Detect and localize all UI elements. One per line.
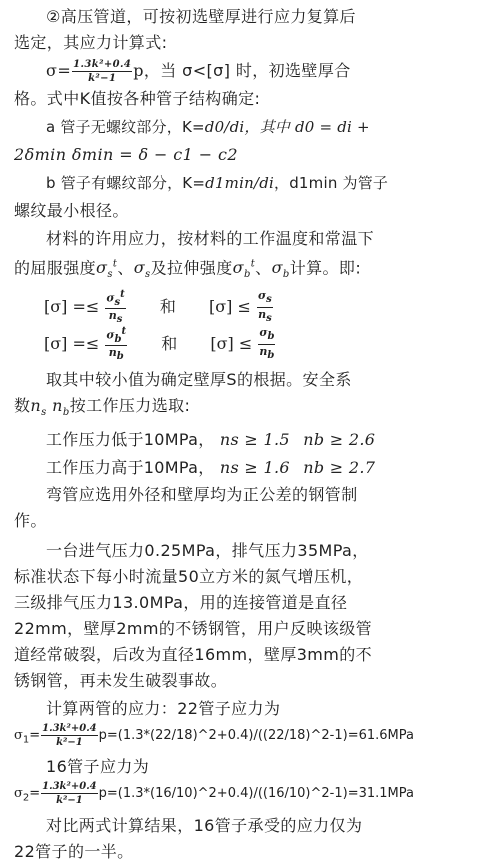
item-b-cont: 螺纹最小根径。: [14, 201, 129, 220]
conclusion-line1: 对比两式计算结果，16管子承受的应力仅为: [46, 815, 363, 835]
allowable-stress-formula-2: [σ] =≤ $\frac{\sigma_b^t}{n_b}$ 和 [σ] ≤ $\frac{\sigma_b}{n_b}$: [44, 325, 275, 363]
case-line2: 标准状态下每小时流量50立方米的氮气增压机，: [14, 566, 364, 586]
k-fraction-a: d0/di: [204, 118, 245, 136]
calc-sigma-1: $\sigma_1=$ $\frac{\text{1.3k²+0.4}}{\text{k²−1}}$ p=(1.3*(22/18)^2+0.4)/((22/18)^2-1)=61.6MPa: [14, 722, 414, 748]
conclusion-line2: 22管子的一半。: [14, 841, 134, 861]
item-a: a 管子无螺纹部分，K=d0/di，其中 d0 = di +: [46, 118, 370, 136]
safety-line1: 取其中较小值为确定壁厚S的根据。安全系: [46, 369, 352, 389]
item-a-cont: 2δmin δmin = δ − c1 − c2: [14, 145, 238, 164]
safety-line2: 数$n_s$ $n_b$按工作压力选取:: [14, 395, 191, 418]
case-line3: 三级排气压力13.0MPa，用的连接管道是直径: [14, 592, 348, 612]
allowable-stress-formula-1: [σ] =≤ $\frac{\sigma_s^t}{n_s}$ 和 [σ] ≤ $\frac{\sigma_s}{n_s}$: [44, 288, 272, 326]
case-line5: 道经常破裂，后改为直径16mm，壁厚3mm的不: [14, 644, 373, 664]
calc-mid: 16管子应力为: [46, 757, 150, 777]
pressure-row-high: 工作压力高于10MPa， ns ≥ 1.6 nb ≥ 2.7: [46, 457, 376, 477]
bend-line2: 作。: [14, 510, 47, 530]
para-high-pressure-cont: 选定，其应力计算式:: [14, 33, 168, 52]
calc-intro: 计算两管的应力：22管子应力为: [46, 698, 281, 718]
case-line4: 22mm，壁厚2mm的不锈钢管，用户反映该级管: [14, 618, 373, 638]
para-high-pressure: ②高压管道，可按初选壁厚进行应力复算后: [46, 7, 356, 26]
material-line1: 材料的许用应力，按材料的工作温度和常温下: [46, 229, 375, 248]
bend-line1: 弯管应选用外径和壁厚均为正公差的钢管制: [46, 484, 358, 504]
calc-sigma-2: $\sigma_2=$ $\frac{\text{1.3k²+0.4}}{\text{k²−1}}$ p=(1.3*(16/10)^2+0.4)/((16/10)^2-1)=31.1MPa: [14, 781, 414, 807]
stress-fraction: $\frac{\text{1.3k²+0.4}}{\text{k²−1}}$: [73, 59, 132, 84]
item-b: b 管子有螺纹部分，K=d1min/di，d1min 为管子: [46, 174, 389, 192]
material-line2: 的屈服强度$\sigma_s^t$、$\sigma_s$及拉伸强度$\sigma_b^t$、$\sigma_b$计算。即:: [14, 258, 362, 281]
formula-note: 格。式中K值按各种管子结构确定:: [14, 89, 261, 108]
stress-formula-line: σ= $\frac{\text{1.3k²+0.4}}{\text{k²−1}}$ p，当 σ<[σ] 时，初选壁厚合: [46, 59, 351, 84]
k-fraction-b: d1min/di: [205, 174, 274, 192]
case-line1: 一台进气压力0.25MPa，排气压力35MPa，: [46, 540, 369, 560]
pressure-row-low: 工作压力低于10MPa， ns ≥ 1.5 nb ≥ 2.6: [46, 429, 376, 449]
case-line6: 锈钢管，再未发生破裂事故。: [14, 670, 228, 690]
